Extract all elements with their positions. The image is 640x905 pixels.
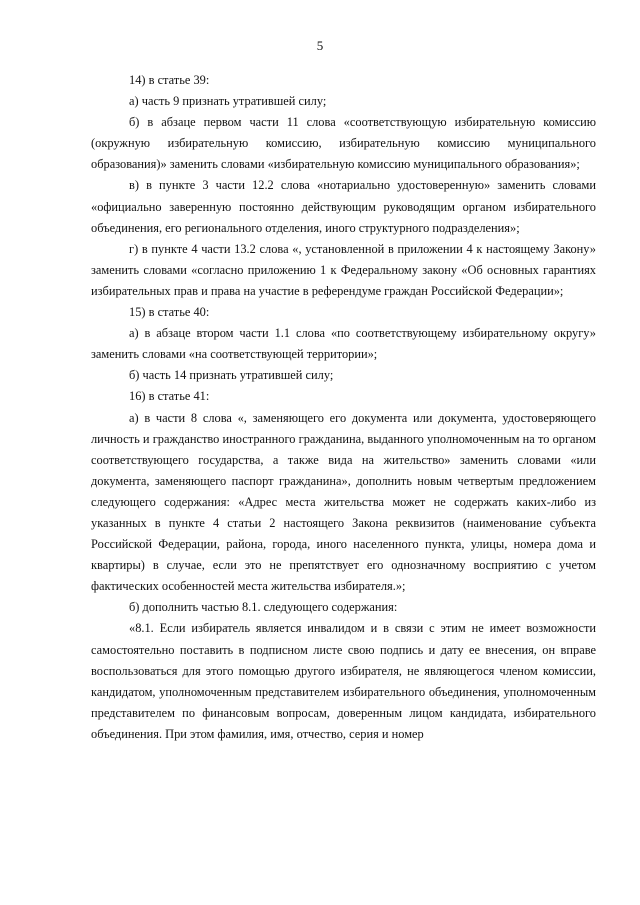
document-body xyxy=(91,70,596,745)
paragraph-41-a: а) в части 8 слова «, заменяющего его документа или документа, удостоверяющего личность и гражданство иностранного гражданина, выданного уполномоченным на то органом соответствующего государства, а также вида на жительство» заменить словами «или документа, заменяющего паспорт гражданина», дополнить новым четвертым предложением следующего содержания: «Адрес места жительства может не содержать каких-либо из указанных в пункте 4 статьи 2 настоящего Закона реквизитов (наименование субъекта Российской Федерации, района, города, иного населенного пункта, улицы, номера дома и квартиры) в случае, если это не препятствует его однозначному восприятию с учетом фактических особенностей места жительства избирателя.»; xyxy=(91,410,596,594)
paragraph-39-b: б) в абзаце первом части 11 слова «соответствующую избирательную комиссию (окружную избирательную комиссию, избирательную комиссию муниципального образования)» заменить словами «избирательную комиссию муниципального образования»; xyxy=(91,115,596,172)
paragraph-40-a: а) в абзаце втором части 1.1 слова «по соответствующему избирательному округу» заменить словами «на соответствующей территории»; xyxy=(91,326,596,362)
paragraph-39-v: в) в пункте 3 части 12.2 слова «нотариально удостоверенную» заменить словами «официально заверенную постоянно действующим руководящим органом избирательного объединения, его регионального отделения, иного структурного подразделения»; xyxy=(91,178,596,235)
paragraph-article-40: 15) в статье 40: xyxy=(129,305,210,320)
page-number: 5 xyxy=(316,38,324,53)
paragraph-article-39: 14) в статье 39: xyxy=(129,73,210,87)
paragraph-39-a: а) часть 9 признать утратившей силу; xyxy=(129,94,327,109)
paragraph-article-41: 16) в статье 41: xyxy=(129,389,210,404)
paragraph-40-b: б) часть 14 признать утратившей силу; xyxy=(129,368,334,383)
paragraph-41-8-1: «8.1. Если избиратель является инвалидом и в связи с этим не имеет возможности самостоятельно поставить в подписном листе свою подпись и дату ее внесения, он вправе воспользоваться для этого помощью другого избирателя, не являющегося членом комиссии, кандидатом, уполномоченным представителем избирательного объединения, уполномоченным представителем по финансовым вопросам, доверенным лицом кандидата, избирательного объединения. При этом фамилия, имя, отчество, серия и номер xyxy=(91,621,596,741)
paragraph-39-g: г) в пункте 4 части 13.2 слова «, установленной в приложении 4 к настоящему Закону» заменить словами «согласно приложению 1 к Федеральному закону «Об основных гарантиях избирательных прав и права на участие в референдуме граждан Российской Федерации»; xyxy=(91,241,596,298)
paragraph-41-b: б) дополнить частью 8.1. следующего содержания: xyxy=(129,600,398,615)
